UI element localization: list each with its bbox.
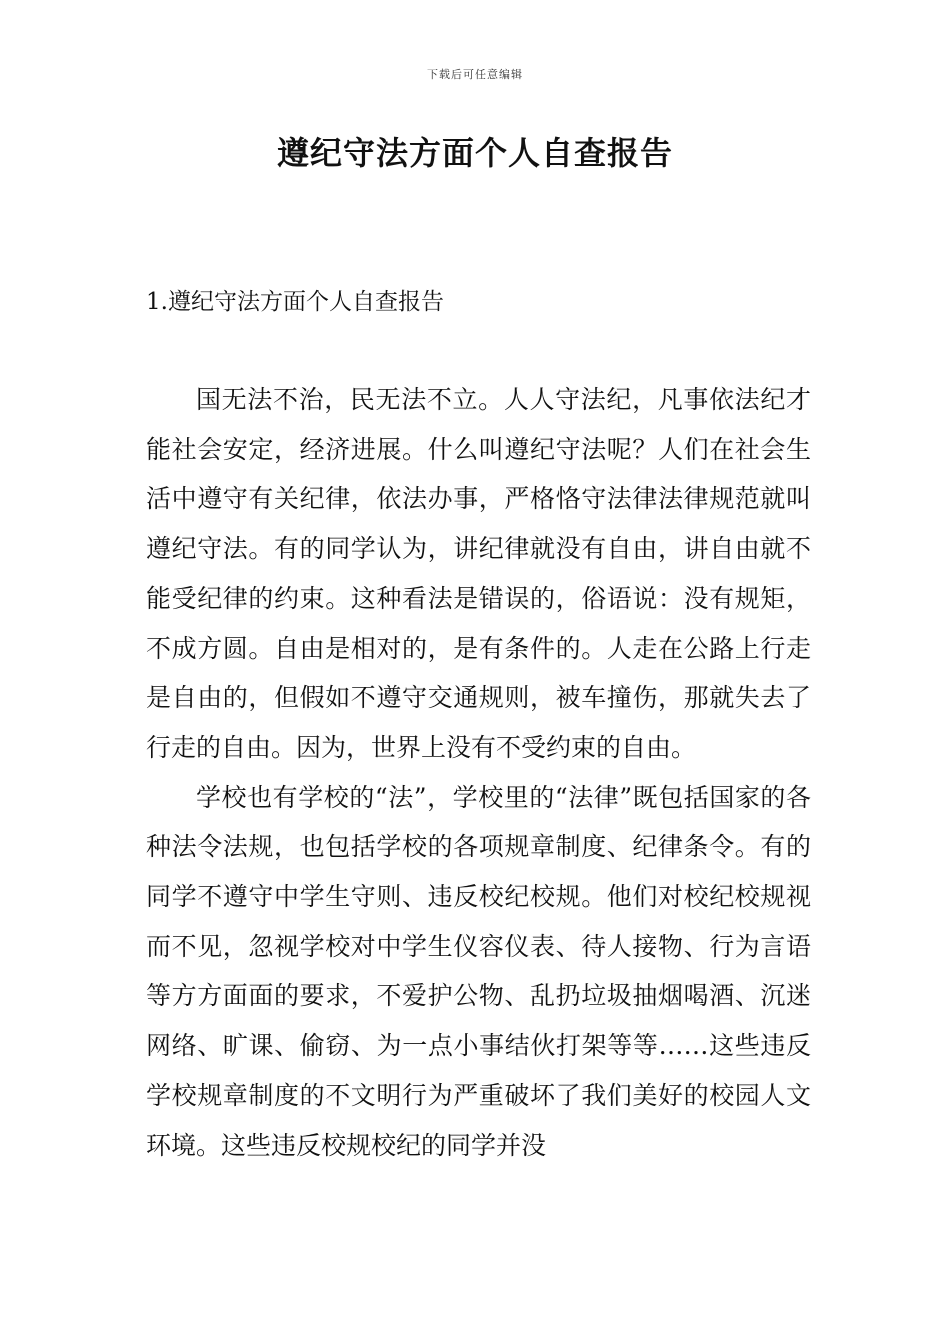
header-note: 下载后可任意编辑 [427, 68, 523, 81]
body-text [146, 375, 811, 1170]
paragraph-2: 学校也有学校的“法”，学校里的“法律”既包括国家的各种法令法规，也包括学校的各项规章制度、纪律条令。有的同学不遵守中学生守则、违反校纪校规。他们对校纪校规视而不见，忽视学校对中学生仪容仪表、待人接物、行为言语等方方面面的要求，不爱护公物、乱扔垃圾抽烟喝酒、沉迷网络、旷课、偷窃、为一点小事结伙打架等等……这些违反学校规章制度的不文明行为严重破坏了我们美好的校园人文环境。这些违反校规校纪的同学并没 [146, 782, 811, 1160]
document-title: 遵纪守法方面个人自查报告 [276, 134, 673, 172]
section-heading: 1.遵纪守法方面个人自查报告 [146, 289, 444, 315]
paragraph-1: 国无法不治，民无法不立。人人守法纪，凡事依法纪才能社会安定，经济进展。什么叫遵纪守法呢？人们在社会生活中遵守有关纪律，依法办事，严格恪守法律法律规范就叫遵纪守法。有的同学认为，讲纪律就没有自由，讲自由就不能受纪律的约束。这种看法是错误的，俗语说：没有规矩，不成方圆。自由是相对的，是有条件的。人走在公路上行走是自由的，但假如不遵守交通规则，被车撞伤，那就失去了行走的自由。因为，世界上没有不受约束的自由。 [146, 385, 811, 762]
